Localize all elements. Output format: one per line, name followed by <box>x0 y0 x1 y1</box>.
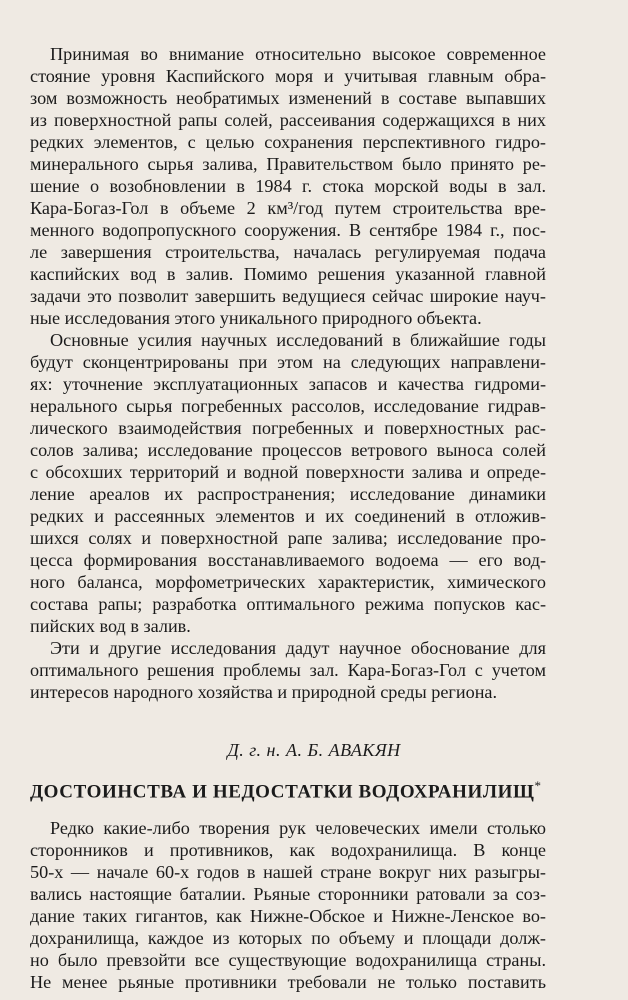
text-line: редких и рассеянных элементов и их соединений в отложив- <box>30 506 546 526</box>
article-title-text: ДОСТОИНСТВА И НЕДОСТАТКИ ВОДОХРАНИЛИЩ <box>30 781 535 803</box>
text-line: солов залива; исследование процессов ветрового выноса солей <box>30 440 546 460</box>
article-title <box>30 778 542 803</box>
text-line: нерального сырья погребенных рассолов, исследование гидрав- <box>30 396 546 416</box>
text-line: шение о возобновлении в 1984 г. стока морской воды в зал. <box>30 176 546 196</box>
text-line: ного баланса, морфометрических характеристик, химического <box>30 572 546 592</box>
text-line: сторонников и противников, как водохранилища. В конце <box>30 840 546 860</box>
text-line: 50-х — начале 60-х годов в нашей стране вокруг них разыгры- <box>30 862 546 882</box>
text-line: вались настоящие баталии. Рьяные сторонники ратовали за соз- <box>30 884 546 904</box>
text-line: ные исследования этого уникального природного объекта. <box>30 308 482 328</box>
text-line: Основные усилия научных исследований в ближайшие годы <box>50 330 546 350</box>
author-byline: Д. г. н. А. Б. АВАКЯН <box>227 740 401 760</box>
text-line: с обсохших территорий и водной поверхности залива и опреде- <box>30 462 546 482</box>
text-line: зом возможность необратимых изменений в составе выпавших <box>30 88 546 108</box>
text-line: будут сконцентрированы при этом на следующих направлени- <box>30 352 546 372</box>
text-line: интересов народного хозяйства и природной среды региона. <box>30 682 498 702</box>
text-line: Кара-Богаз-Гол в объеме 2 км³/год путем строительства вре- <box>30 198 546 218</box>
text-line: пийских вод в залив. <box>30 616 191 636</box>
text-line: стояние уровня Каспийского моря и учитывая главным обра- <box>30 66 546 86</box>
text-line: шихся солях и поверхностной рапе залива; исследование про- <box>30 528 546 548</box>
text-line: Не менее рьяные противники требовали не только поставить <box>30 972 546 992</box>
text-line: дохранилища, каждое из которых по объему и площади долж- <box>30 928 546 948</box>
text-line: состава рапы; разработка оптимального режима попусков кас- <box>30 594 546 614</box>
text-line: Редко какие-либо творения рук человеческих имели столько <box>50 818 546 838</box>
text-line: ление ареалов их распространения; исследование динамики <box>30 484 546 504</box>
text-line: лического взаимодействия погребенных и поверхностных рас- <box>30 418 546 438</box>
text-line: из поверхностной рапы солей, рассеивания содержащихся в них <box>30 110 546 130</box>
text-line: но было превзойти все существующие водохранилища страны. <box>30 950 546 970</box>
text-line: оптимального решения проблемы зал. Кара-Богаз-Гол с учетом <box>30 660 546 680</box>
text-line: Принимая во внимание относительно высокое современное <box>50 44 546 64</box>
text-line: ле завершения строительства, началась регулируемая подача <box>30 242 546 262</box>
text-line: задачи это позволит завершить ведущиеся сейчас широкие науч- <box>30 286 546 306</box>
footnote-marker: * <box>534 778 542 793</box>
text-line: менного водопропускного сооружения. В сентябре 1984 г., пос- <box>30 220 546 240</box>
text-line: ях: уточнение эксплуатационных запасов и качества гидроми- <box>30 374 546 394</box>
text-line: цесса формирования восстанавливаемого водоема — его вод- <box>30 550 546 570</box>
text-line: дание таких гигантов, как Нижне-Обское и Нижне-Ленское во- <box>30 906 546 926</box>
text-line: каспийских вод в залив. Помимо решения указанной главной <box>30 264 546 284</box>
text-line: Эти и другие исследования дадут научное обоснование для <box>50 638 546 658</box>
text-line: минерального сырья залива, Правительством было принято ре- <box>30 154 546 174</box>
text-line: редких элементов, с целью сохранения перспективного гидро- <box>30 132 546 152</box>
